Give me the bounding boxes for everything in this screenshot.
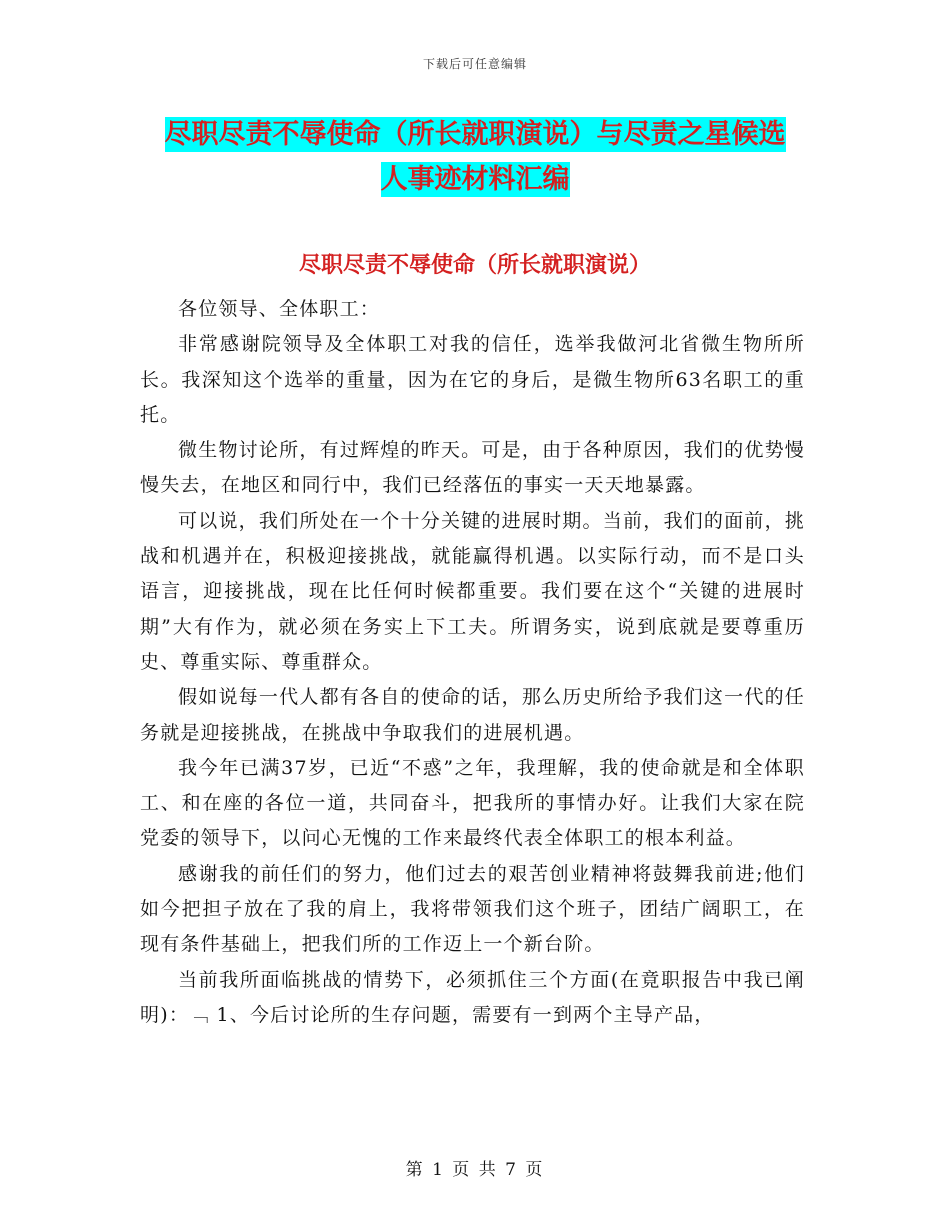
paragraph: 当前我所面临挑战的情势下，必须抓住三个方面(在竟职报告中我已阐明)：﹁ 1、今后讨论所的生存问题，需要有一到两个主导产品， [140,968,805,1026]
paragraph: 我今年已满37岁，已近“不惑”之年，我理解，我的使命就是和全体职工、和在座的各位一道，共同奋斗，把我所的事情办好。让我们大家在院党委的领导下，以问心无愧的工作来最终代表全体职工的根本利益。 [140,756,805,850]
page-number-footer: 第 1 页 共 7 页 [405,1160,545,1180]
document-title-line-1-text: 尽职尽责不辱使命（所长就职演说）与尽责之星候选 [164,119,786,150]
paragraph: 微生物讨论所，有过辉煌的昨天。可是，由于各种原因，我们的优势慢慢失去，在地区和同行中，我们已经落伍的事实一天天地暴露。 [140,439,805,497]
section-subtitle: 尽职尽责不辱使命（所长就职演说） [298,253,651,278]
document-title-line-2 [140,157,810,196]
document-title-line-1 [140,112,810,151]
paragraph: 感谢我的前任们的努力，他们过去的艰苦创业精神将鼓舞我前进;他们如今把担子放在了我的肩上，我将带领我们这个班子，团结广阔职工，在现有条件基础上，把我们所的工作迈上一个新台阶。 [140,862,805,956]
speech-body [140,292,805,1033]
paragraph: 可以说，我们所处在一个十分关键的进展时期。当前，我们的面前，挑战和机遇并在，积极迎接挑战，就能赢得机遇。以实际行动，而不是口头语言，迎接挑战，现在比任何时候都重要。我们要在这个“关键的进展时期”大有作为，就必须在务实上下工夫。所谓务实，说到底就是要尊重历史、尊重实际、尊重群众。 [140,509,805,673]
paragraph: 假如说每一代人都有各自的使命的话，那么历史所给予我们这一代的任务就是迎接挑战，在挑战中争取我们的进展机遇。 [140,686,805,744]
paragraph-salutation: 各位领导、全体职工： [178,298,381,320]
header-note: 下载后可任意编辑 [422,57,527,71]
document-title-line-2-text: 人事迹材料汇编 [380,164,570,195]
paragraph: 非常感谢院领导及全体职工对我的信任，选举我做河北省微生物所所长。我深知这个选举的重量，因为在它的身后，是微生物所63名职工的重托。 [140,333,805,426]
